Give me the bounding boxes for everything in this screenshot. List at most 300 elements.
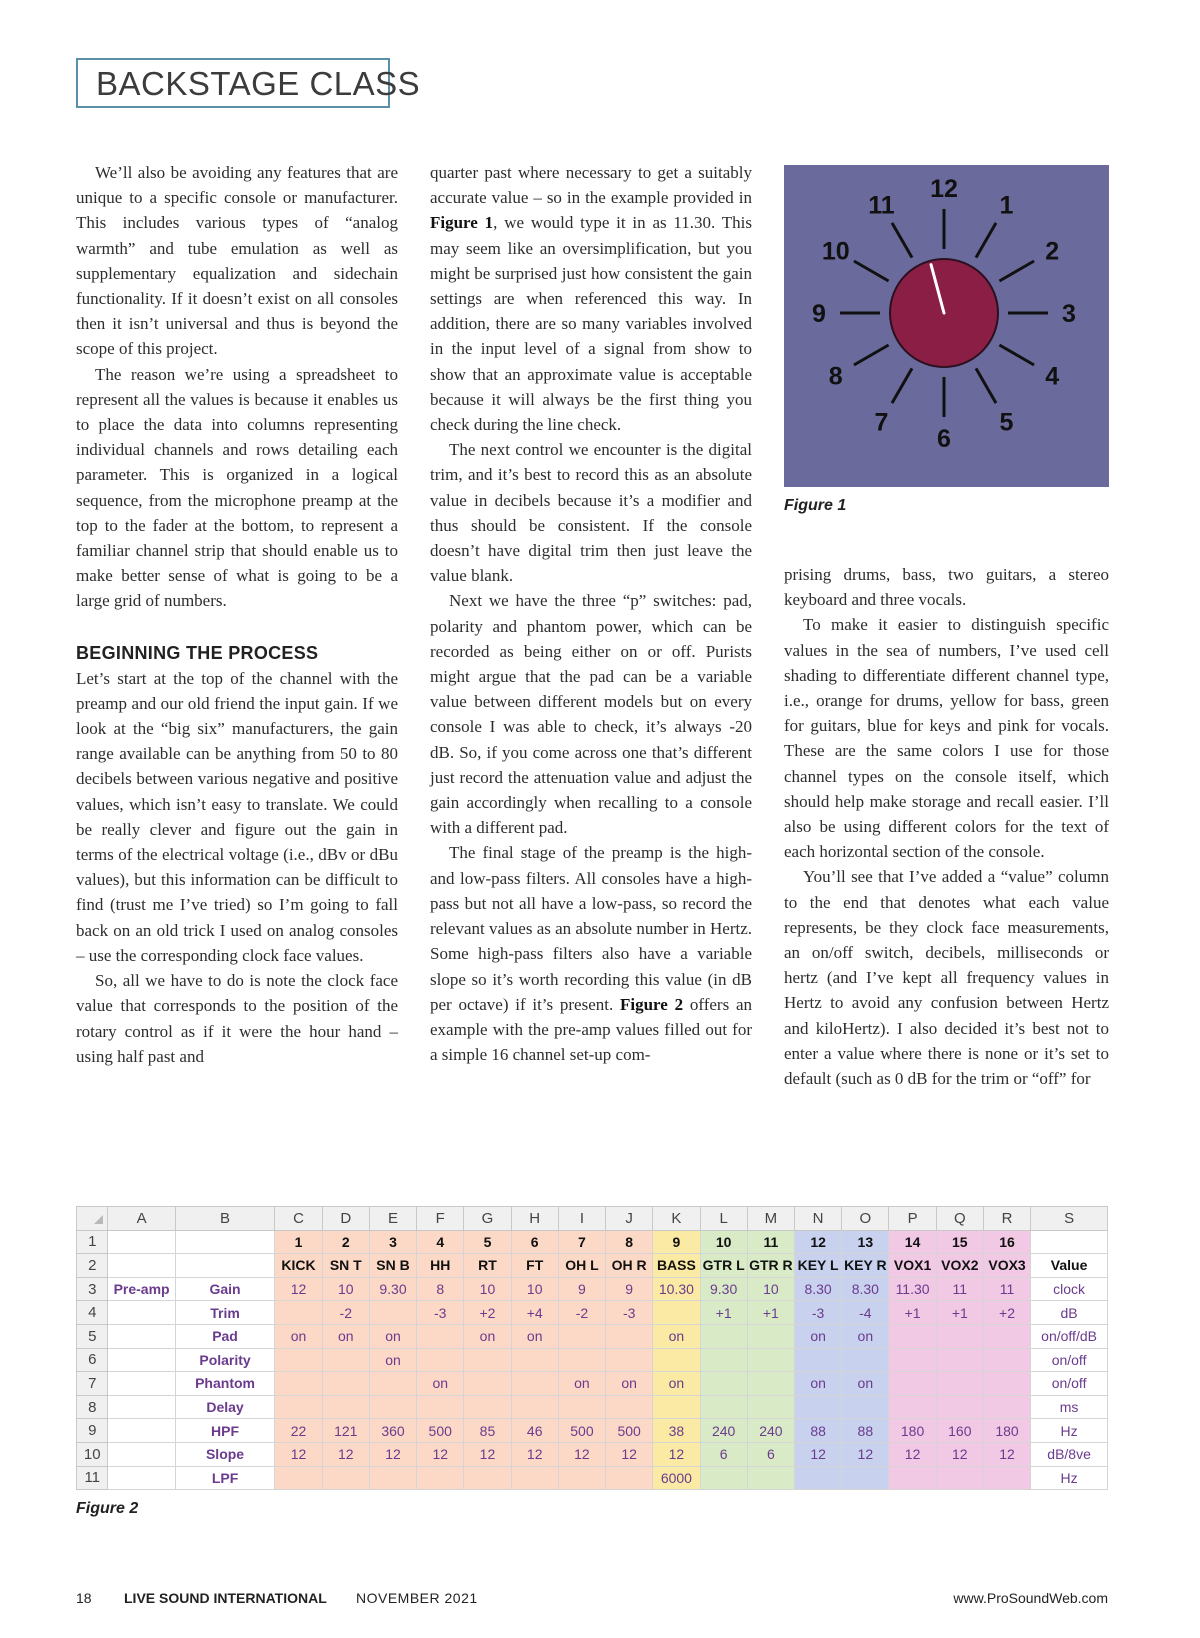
- data-cell[interactable]: [606, 1395, 653, 1419]
- parameter-label-cell[interactable]: Trim: [175, 1301, 275, 1325]
- data-cell[interactable]: 6000: [653, 1466, 700, 1490]
- data-cell[interactable]: 240: [700, 1419, 747, 1443]
- clock-number: 8: [828, 362, 843, 391]
- column-header[interactable]: S: [1031, 1207, 1108, 1231]
- data-cell[interactable]: 8.30: [842, 1277, 889, 1301]
- clock-number: 1: [999, 191, 1014, 220]
- sheet-row: [77, 1254, 1108, 1278]
- column-header[interactable]: L: [700, 1207, 747, 1231]
- channel-name-cell[interactable]: RT: [464, 1254, 511, 1278]
- text-run: , we would type it in as 11.30. This may seem like an oversimplification, but you might be surprised just how consistent the gain settings are when referenced this way. In addition, there are so many variables involved in the input level of a signal from show to show that an approximate value is acceptable because it will always be the first thing you check during the line check.: [430, 213, 752, 435]
- data-cell[interactable]: [417, 1324, 464, 1348]
- data-cell[interactable]: [794, 1395, 841, 1419]
- sheet-row: [77, 1466, 1108, 1490]
- channel-name-cell[interactable]: OH L: [558, 1254, 605, 1278]
- clock-number: 2: [1045, 237, 1060, 266]
- data-cell[interactable]: 12: [558, 1442, 605, 1466]
- data-cell[interactable]: 22: [275, 1419, 322, 1443]
- empty-cell[interactable]: [108, 1372, 175, 1396]
- clock-tick: [892, 368, 912, 403]
- data-cell[interactable]: 10: [511, 1277, 558, 1301]
- sheet-row: [77, 1348, 1108, 1372]
- data-cell[interactable]: [936, 1372, 983, 1396]
- data-cell[interactable]: 12: [889, 1442, 936, 1466]
- channel-name-cell[interactable]: OH R: [606, 1254, 653, 1278]
- data-cell[interactable]: [794, 1348, 841, 1372]
- data-cell[interactable]: [369, 1372, 416, 1396]
- data-cell[interactable]: [275, 1395, 322, 1419]
- sheet-row: [77, 1395, 1108, 1419]
- data-cell[interactable]: on: [369, 1348, 416, 1372]
- data-cell[interactable]: [558, 1348, 605, 1372]
- select-all-corner[interactable]: [77, 1207, 108, 1231]
- select-all-icon: [94, 1215, 103, 1224]
- data-cell[interactable]: 12: [842, 1442, 889, 1466]
- data-cell[interactable]: 9.30: [700, 1277, 747, 1301]
- data-cell[interactable]: [747, 1395, 794, 1419]
- data-cell[interactable]: [842, 1395, 889, 1419]
- data-cell[interactable]: [369, 1466, 416, 1490]
- data-cell[interactable]: +1: [747, 1301, 794, 1325]
- data-cell[interactable]: [275, 1466, 322, 1490]
- parameter-label-cell[interactable]: LPF: [175, 1466, 275, 1490]
- data-cell[interactable]: 500: [558, 1419, 605, 1443]
- data-cell[interactable]: [747, 1466, 794, 1490]
- data-cell[interactable]: 12: [417, 1442, 464, 1466]
- website-url: www.ProSoundWeb.com: [953, 1590, 1108, 1606]
- data-cell[interactable]: 240: [747, 1419, 794, 1443]
- column-header[interactable]: D: [322, 1207, 369, 1231]
- clock-number: 10: [821, 237, 850, 266]
- data-cell[interactable]: [322, 1372, 369, 1396]
- data-cell[interactable]: on: [322, 1324, 369, 1348]
- data-cell[interactable]: [700, 1466, 747, 1490]
- data-cell[interactable]: 85: [464, 1419, 511, 1443]
- data-cell[interactable]: [700, 1324, 747, 1348]
- data-cell[interactable]: 88: [842, 1419, 889, 1443]
- row-header[interactable]: 8: [77, 1395, 108, 1419]
- data-cell[interactable]: 500: [606, 1419, 653, 1443]
- empty-cell[interactable]: [108, 1395, 175, 1419]
- empty-cell[interactable]: [108, 1348, 175, 1372]
- data-cell[interactable]: [936, 1466, 983, 1490]
- column-header[interactable]: M: [747, 1207, 794, 1231]
- column-header[interactable]: Q: [936, 1207, 983, 1231]
- channel-number-cell[interactable]: 12: [794, 1230, 841, 1254]
- data-cell[interactable]: 160: [936, 1419, 983, 1443]
- data-cell[interactable]: 38: [653, 1419, 700, 1443]
- data-cell[interactable]: [889, 1372, 936, 1396]
- clock-tick: [999, 345, 1034, 365]
- data-cell[interactable]: [464, 1466, 511, 1490]
- data-cell[interactable]: 12: [936, 1442, 983, 1466]
- row-header[interactable]: 2: [77, 1254, 108, 1278]
- data-cell[interactable]: [747, 1324, 794, 1348]
- figure-1-caption: Figure 1: [784, 497, 847, 514]
- row-header[interactable]: 1: [77, 1230, 108, 1254]
- data-cell[interactable]: +1: [936, 1301, 983, 1325]
- unit-cell[interactable]: on/off: [1031, 1372, 1108, 1396]
- channel-number-cell[interactable]: 9: [653, 1230, 700, 1254]
- data-cell[interactable]: +4: [511, 1301, 558, 1325]
- data-cell[interactable]: 12: [275, 1442, 322, 1466]
- paragraph: The reason we’re using a spreadsheet to represent all the values is because it enables us to place the data into columns representing individual channels and rows detailing each parameter. This is organized in a logical sequence, from the microphone preamp at the top to the fader at the bottom, to represent a familiar channel strip that should enable us to make better sense of what is going to be a large grid of numbers.: [76, 364, 398, 611]
- channel-number-cell[interactable]: 13: [842, 1230, 889, 1254]
- row-header[interactable]: 3: [77, 1277, 108, 1301]
- issue-date: NOVEMBER 2021: [356, 1590, 478, 1606]
- text-run: offers an example with the pre-amp values filled out for a simple 16 channel set-up com-: [430, 994, 752, 1065]
- channel-number-cell[interactable]: 7: [558, 1230, 605, 1254]
- data-cell[interactable]: on: [369, 1324, 416, 1348]
- unit-cell[interactable]: dB/8ve: [1031, 1442, 1108, 1466]
- data-cell[interactable]: -4: [842, 1301, 889, 1325]
- data-cell[interactable]: 12: [653, 1442, 700, 1466]
- column-header[interactable]: K: [653, 1207, 700, 1231]
- data-cell[interactable]: on: [653, 1372, 700, 1396]
- data-cell[interactable]: [558, 1395, 605, 1419]
- data-cell[interactable]: [322, 1466, 369, 1490]
- unit-cell[interactable]: Hz: [1031, 1466, 1108, 1490]
- empty-cell[interactable]: [108, 1324, 175, 1348]
- data-cell[interactable]: 11: [983, 1277, 1030, 1301]
- data-cell[interactable]: 180: [889, 1419, 936, 1443]
- column-header[interactable]: J: [606, 1207, 653, 1231]
- data-cell[interactable]: +1: [700, 1301, 747, 1325]
- data-cell[interactable]: [511, 1395, 558, 1419]
- data-cell[interactable]: 6: [700, 1442, 747, 1466]
- sheet-row: [77, 1277, 1108, 1301]
- figure-2-spreadsheet: [76, 1206, 1108, 1490]
- data-cell[interactable]: 12: [369, 1442, 416, 1466]
- data-cell[interactable]: [653, 1348, 700, 1372]
- data-cell[interactable]: [889, 1466, 936, 1490]
- clock-number: 12: [930, 175, 958, 203]
- data-cell[interactable]: [842, 1348, 889, 1372]
- data-cell[interactable]: [511, 1466, 558, 1490]
- data-cell[interactable]: 12: [606, 1442, 653, 1466]
- data-cell[interactable]: [983, 1395, 1030, 1419]
- data-cell[interactable]: [558, 1324, 605, 1348]
- channel-number-cell[interactable]: 8: [606, 1230, 653, 1254]
- data-cell[interactable]: [889, 1348, 936, 1372]
- section-title-box: [76, 58, 421, 108]
- data-cell[interactable]: [417, 1395, 464, 1419]
- paragraph: Next we have the three “p” switches: pad, polarity and phantom power, which can be recorded as being either on or off. Purists might argue that the pad can be a variable value between different models but on every console I was able to check, it’s always -20 dB. So, if you come across one that’s different just record the attenuation value and adjust the gain accordingly when recalling to a console with a different pad.: [430, 591, 752, 838]
- clock-diagram: [784, 165, 1109, 487]
- empty-cell[interactable]: [1031, 1230, 1108, 1254]
- paragraph: So, all we have to do is note the clock face value that corresponds to the position of the rotary control as if it were the hour hand – using half past and: [76, 971, 398, 1066]
- unit-cell[interactable]: on/off: [1031, 1348, 1108, 1372]
- text-run: quarter past where necessary to get a suitably accurate value – so in the example provided in: [430, 163, 752, 208]
- channel-name-cell[interactable]: VOX1: [889, 1254, 936, 1278]
- data-cell[interactable]: on: [464, 1324, 511, 1348]
- channel-name-cell[interactable]: SN T: [322, 1254, 369, 1278]
- data-cell[interactable]: [936, 1324, 983, 1348]
- column-header[interactable]: C: [275, 1207, 322, 1231]
- data-cell[interactable]: [653, 1301, 700, 1325]
- clock-number: 6: [937, 425, 951, 453]
- clock-tick: [892, 223, 912, 258]
- data-cell[interactable]: [606, 1348, 653, 1372]
- data-cell[interactable]: [464, 1348, 511, 1372]
- parameter-label-cell[interactable]: Gain: [175, 1277, 275, 1301]
- data-cell[interactable]: 12: [794, 1442, 841, 1466]
- data-cell[interactable]: 10: [464, 1277, 511, 1301]
- data-cell[interactable]: 10: [322, 1277, 369, 1301]
- clock-number: 3: [1062, 300, 1076, 328]
- channel-number-cell[interactable]: 3: [369, 1230, 416, 1254]
- paragraph: prising drums, bass, two guitars, a stereo keyboard and three vocals.: [784, 565, 1109, 610]
- row-header[interactable]: 7: [77, 1372, 108, 1396]
- data-cell[interactable]: [322, 1395, 369, 1419]
- empty-cell[interactable]: [108, 1442, 175, 1466]
- data-cell[interactable]: +2: [983, 1301, 1030, 1325]
- paragraph: We’ll also be avoiding any features that are unique to a specific console or manufacturer. This includes various types of “analog warmth” and tube emulation as well as supplementary equalization and sidechain functionality. If it doesn’t exist on all consoles then it isn’t universal and thus is beyond the scope of this project.: [76, 163, 398, 359]
- data-cell[interactable]: [700, 1348, 747, 1372]
- data-cell[interactable]: -2: [558, 1301, 605, 1325]
- parameter-label-cell[interactable]: Polarity: [175, 1348, 275, 1372]
- data-cell[interactable]: 10: [747, 1277, 794, 1301]
- data-cell[interactable]: -2: [322, 1301, 369, 1325]
- row-header[interactable]: 9: [77, 1419, 108, 1443]
- data-cell[interactable]: 121: [322, 1419, 369, 1443]
- unit-cell[interactable]: dB: [1031, 1301, 1108, 1325]
- data-cell[interactable]: [794, 1466, 841, 1490]
- sheet-row: [77, 1419, 1108, 1443]
- column-header[interactable]: B: [175, 1207, 275, 1231]
- channel-number-cell[interactable]: 5: [464, 1230, 511, 1254]
- data-cell[interactable]: [700, 1395, 747, 1419]
- article-column-1: [76, 160, 398, 1069]
- data-cell[interactable]: 12: [983, 1442, 1030, 1466]
- paragraph: [430, 160, 752, 437]
- figure-1-clock-knob: [784, 165, 1109, 487]
- column-header[interactable]: E: [369, 1207, 416, 1231]
- data-cell[interactable]: [983, 1324, 1030, 1348]
- channel-number-cell[interactable]: 4: [417, 1230, 464, 1254]
- data-cell[interactable]: 9: [606, 1277, 653, 1301]
- data-cell[interactable]: [417, 1466, 464, 1490]
- channel-name-cell[interactable]: KEY L: [794, 1254, 841, 1278]
- data-cell[interactable]: [369, 1395, 416, 1419]
- data-cell[interactable]: [417, 1348, 464, 1372]
- data-cell[interactable]: [983, 1372, 1030, 1396]
- row-header[interactable]: 11: [77, 1466, 108, 1490]
- parameter-label-cell[interactable]: Phantom: [175, 1372, 275, 1396]
- channel-number-cell[interactable]: 16: [983, 1230, 1030, 1254]
- data-cell[interactable]: 8: [417, 1277, 464, 1301]
- data-cell[interactable]: [275, 1301, 322, 1325]
- data-cell[interactable]: on: [511, 1324, 558, 1348]
- channel-name-cell[interactable]: KICK: [275, 1254, 322, 1278]
- data-cell[interactable]: [936, 1348, 983, 1372]
- row-header[interactable]: 4: [77, 1301, 108, 1325]
- data-cell[interactable]: on: [606, 1372, 653, 1396]
- column-header[interactable]: P: [889, 1207, 936, 1231]
- channel-number-cell[interactable]: 1: [275, 1230, 322, 1254]
- publication-name: LIVE SOUND INTERNATIONAL: [124, 1590, 327, 1606]
- clock-tick: [976, 223, 996, 258]
- paragraph: You’ll see that I’ve added a “value” column to the end that denotes what each value represents, be they clock face measurements, an on/off switch, decibels, milliseconds or hertz (and I’ve kept all frequency values in Hertz to avoid any confusion between Hertz and kiloHertz). I also decided it’s best not to enter a value where there is none or it’s set to default (such as 0 dB for the trim or “off” for: [784, 867, 1109, 1089]
- data-cell[interactable]: [606, 1324, 653, 1348]
- data-cell[interactable]: [653, 1395, 700, 1419]
- channel-name-cell[interactable]: VOX3: [983, 1254, 1030, 1278]
- column-header[interactable]: F: [417, 1207, 464, 1231]
- figure-reference: Figure 2: [620, 994, 684, 1014]
- data-cell[interactable]: [889, 1324, 936, 1348]
- data-cell[interactable]: [369, 1301, 416, 1325]
- channel-number-cell[interactable]: 2: [322, 1230, 369, 1254]
- data-cell[interactable]: 11: [936, 1277, 983, 1301]
- clock-number: 7: [874, 408, 889, 437]
- data-cell[interactable]: on: [653, 1324, 700, 1348]
- channel-name-cell[interactable]: HH: [417, 1254, 464, 1278]
- page-number: 18: [76, 1590, 92, 1606]
- data-cell[interactable]: 12: [322, 1442, 369, 1466]
- data-cell[interactable]: 88: [794, 1419, 841, 1443]
- unit-cell[interactable]: Hz: [1031, 1419, 1108, 1443]
- column-header-row: [77, 1207, 1108, 1231]
- data-cell[interactable]: 11.30: [889, 1277, 936, 1301]
- data-cell[interactable]: [983, 1466, 1030, 1490]
- spreadsheet-table: [76, 1206, 1108, 1490]
- data-cell[interactable]: 9: [558, 1277, 605, 1301]
- data-cell[interactable]: [275, 1348, 322, 1372]
- data-cell[interactable]: -3: [417, 1301, 464, 1325]
- data-cell[interactable]: 9.30: [369, 1277, 416, 1301]
- article-column-2: [430, 160, 752, 1067]
- data-cell[interactable]: +2: [464, 1301, 511, 1325]
- sheet-row: [77, 1324, 1108, 1348]
- data-cell[interactable]: on: [794, 1372, 841, 1396]
- data-cell[interactable]: 8.30: [794, 1277, 841, 1301]
- column-header[interactable]: G: [464, 1207, 511, 1231]
- data-cell[interactable]: [889, 1395, 936, 1419]
- row-header[interactable]: 6: [77, 1348, 108, 1372]
- data-cell[interactable]: -3: [606, 1301, 653, 1325]
- unit-cell[interactable]: clock: [1031, 1277, 1108, 1301]
- clock-tick: [854, 261, 889, 281]
- data-cell[interactable]: [747, 1372, 794, 1396]
- parameter-label-cell[interactable]: Delay: [175, 1395, 275, 1419]
- channel-name-cell[interactable]: BASS: [653, 1254, 700, 1278]
- data-cell[interactable]: 500: [417, 1419, 464, 1443]
- data-cell[interactable]: [558, 1466, 605, 1490]
- channel-name-cell[interactable]: GTR R: [747, 1254, 794, 1278]
- channel-name-cell[interactable]: VOX2: [936, 1254, 983, 1278]
- channel-name-cell[interactable]: SN B: [369, 1254, 416, 1278]
- column-header[interactable]: N: [794, 1207, 841, 1231]
- parameter-label-cell[interactable]: Pad: [175, 1324, 275, 1348]
- data-cell[interactable]: [747, 1348, 794, 1372]
- sheet-row: [77, 1301, 1108, 1325]
- row-header[interactable]: 5: [77, 1324, 108, 1348]
- figure-2-caption: Figure 2: [76, 1500, 139, 1517]
- clock-number: 9: [812, 300, 826, 328]
- section-title: BACKSTAGE CLASS: [96, 65, 421, 102]
- data-cell[interactable]: [322, 1348, 369, 1372]
- channel-number-cell[interactable]: 6: [511, 1230, 558, 1254]
- channel-number-cell[interactable]: 15: [936, 1230, 983, 1254]
- clock-number: 5: [999, 408, 1014, 437]
- empty-cell[interactable]: [108, 1419, 175, 1443]
- channel-name-cell[interactable]: FT: [511, 1254, 558, 1278]
- data-cell[interactable]: [464, 1372, 511, 1396]
- value-header-cell[interactable]: Value: [1031, 1254, 1108, 1278]
- paragraph: To make it easier to distinguish specific values in the sea of numbers, I’ve used cell shading to differentiate different channel type, i.e., orange for drums, yellow for bass, green for guitars, blue for keys and pink for vocals. These are the same colors I use for those channel types on the console itself, which should help make storage and recall easier. I’ll also be using different colors for the text of each horizontal section of the console.: [784, 615, 1109, 862]
- data-cell[interactable]: 10.30: [653, 1277, 700, 1301]
- data-cell[interactable]: on: [558, 1372, 605, 1396]
- empty-cell[interactable]: [108, 1466, 175, 1490]
- data-cell[interactable]: [511, 1372, 558, 1396]
- empty-cell[interactable]: [108, 1230, 175, 1254]
- data-cell[interactable]: on: [842, 1324, 889, 1348]
- paragraph: [430, 840, 752, 1067]
- channel-name-cell[interactable]: KEY R: [842, 1254, 889, 1278]
- data-cell[interactable]: [606, 1466, 653, 1490]
- data-cell[interactable]: [464, 1395, 511, 1419]
- sheet-row: [77, 1230, 1108, 1254]
- data-cell[interactable]: on: [275, 1324, 322, 1348]
- data-cell[interactable]: 12: [511, 1442, 558, 1466]
- column-header[interactable]: R: [983, 1207, 1030, 1231]
- data-cell[interactable]: +1: [889, 1301, 936, 1325]
- data-cell[interactable]: 46: [511, 1419, 558, 1443]
- data-cell[interactable]: on: [794, 1324, 841, 1348]
- unit-cell[interactable]: ms: [1031, 1395, 1108, 1419]
- parameter-label-cell[interactable]: HPF: [175, 1419, 275, 1443]
- parameter-label-cell[interactable]: Slope: [175, 1442, 275, 1466]
- column-header[interactable]: O: [842, 1207, 889, 1231]
- channel-name-cell[interactable]: GTR L: [700, 1254, 747, 1278]
- channel-number-cell[interactable]: 11: [747, 1230, 794, 1254]
- data-cell[interactable]: [983, 1348, 1030, 1372]
- empty-cell[interactable]: [175, 1230, 275, 1254]
- channel-number-cell[interactable]: 14: [889, 1230, 936, 1254]
- data-cell[interactable]: [275, 1372, 322, 1396]
- data-cell[interactable]: on: [842, 1372, 889, 1396]
- data-cell[interactable]: [936, 1395, 983, 1419]
- column-header[interactable]: H: [511, 1207, 558, 1231]
- data-cell[interactable]: [700, 1372, 747, 1396]
- data-cell[interactable]: on: [417, 1372, 464, 1396]
- clock-tick: [999, 261, 1034, 281]
- column-header[interactable]: A: [108, 1207, 175, 1231]
- section-label-cell[interactable]: Pre-amp: [108, 1277, 175, 1301]
- clock-tick: [854, 345, 889, 365]
- data-cell[interactable]: [511, 1348, 558, 1372]
- figure-reference: Figure 1: [430, 213, 494, 233]
- column-header[interactable]: I: [558, 1207, 605, 1231]
- data-cell[interactable]: [842, 1466, 889, 1490]
- clock-tick: [976, 368, 996, 403]
- data-cell[interactable]: 360: [369, 1419, 416, 1443]
- channel-number-cell[interactable]: 10: [700, 1230, 747, 1254]
- data-cell[interactable]: -3: [794, 1301, 841, 1325]
- section-heading: BEGINNING THE PROCESS: [76, 642, 319, 663]
- data-cell[interactable]: 12: [464, 1442, 511, 1466]
- data-cell[interactable]: 12: [275, 1277, 322, 1301]
- empty-cell[interactable]: [175, 1254, 275, 1278]
- row-header[interactable]: 10: [77, 1442, 108, 1466]
- paragraph: The next control we encounter is the digital trim, and it’s best to record this as an absolute value in decibels because it’s a modifier and thus should be consistent. If the console doesn’t have digital trim then just leave the value blank.: [430, 440, 752, 586]
- empty-cell[interactable]: [108, 1254, 175, 1278]
- empty-cell[interactable]: [108, 1301, 175, 1325]
- data-cell[interactable]: 180: [983, 1419, 1030, 1443]
- text-run: The final stage of the preamp is the high- and low-pass filters. All consoles have a high-pass but not all have a low-pass, so record the relevant values as an absolute number in Hertz. Some high-pass filters also have a variable slope so it’s worth recording this value (in dB per octave) if it’s present.: [430, 843, 752, 1014]
- data-cell[interactable]: 6: [747, 1442, 794, 1466]
- unit-cell[interactable]: on/off/dB: [1031, 1324, 1108, 1348]
